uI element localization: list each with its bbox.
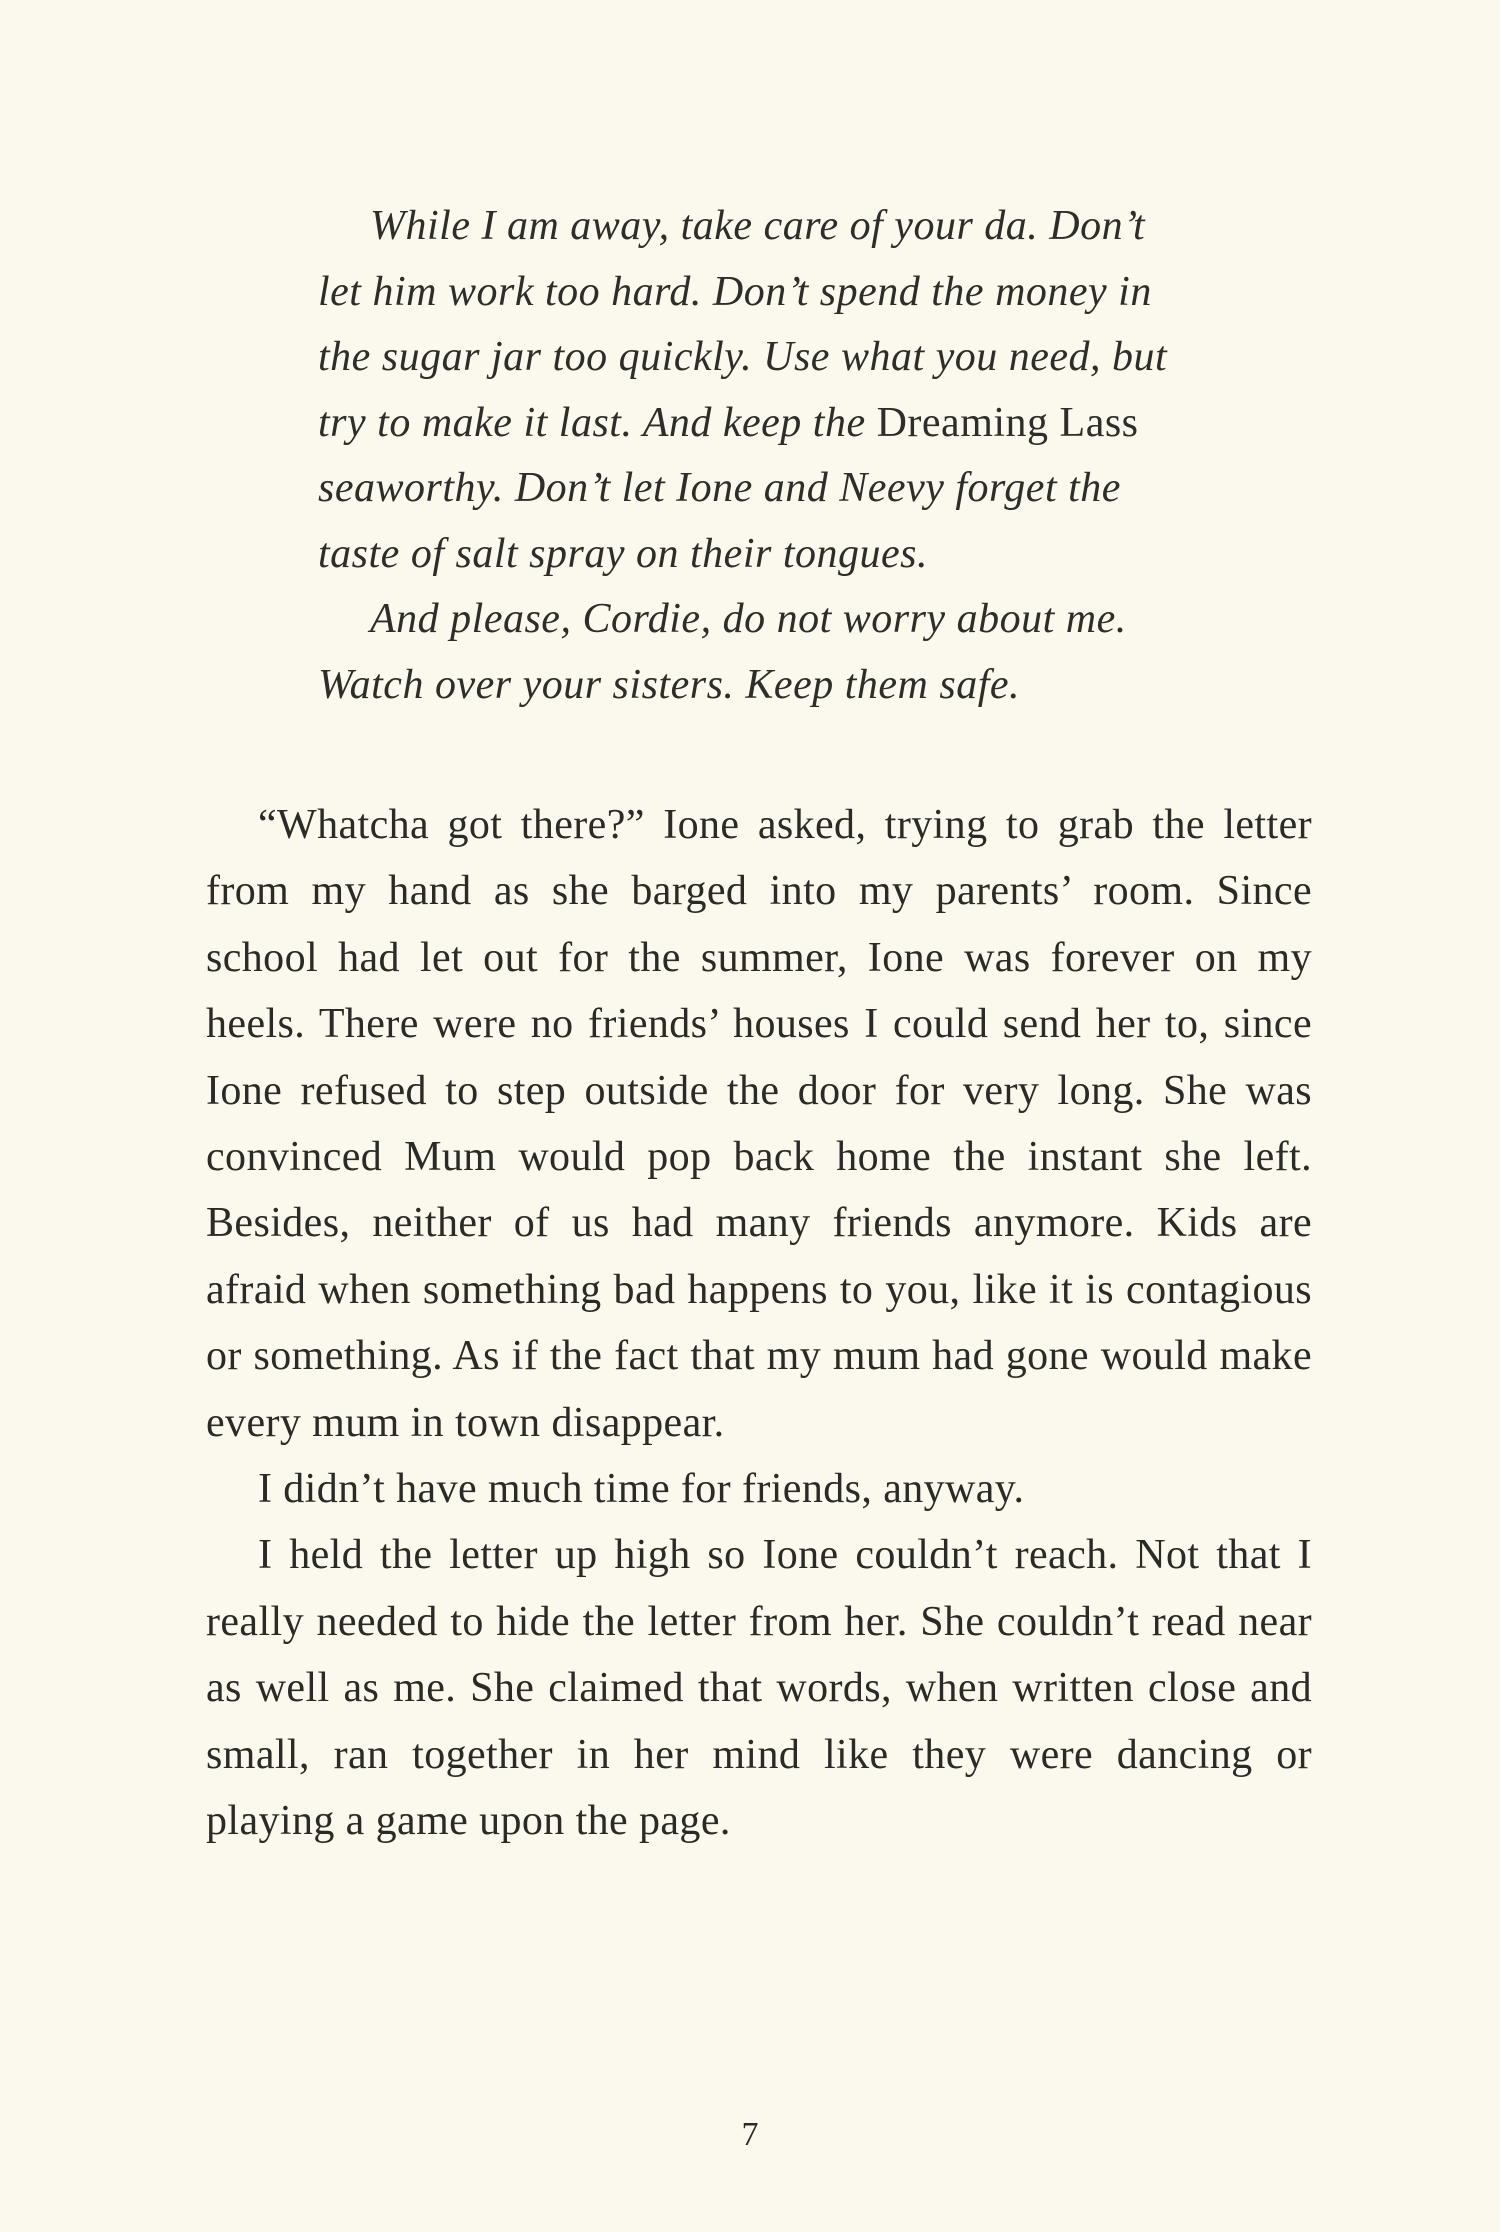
boat-name: Dreaming Lass	[876, 399, 1139, 446]
letter-paragraph-1	[318, 194, 1198, 587]
narrative-text	[206, 792, 1312, 1855]
letter-paragraph-2: And please, Cordie, do not worry about me. Watch over your sisters. Keep them safe.	[318, 596, 1127, 708]
narrative-paragraph-3: I held the letter up high so Ione couldn’t reach. Not that I really needed to hide the letter from her. She couldn’t read near as well as me. She claimed that words, when written close and small, ran together in her mind like they were dancing or playing a game upon the page.	[206, 1532, 1312, 1845]
narrative-paragraph-2: I didn’t have much time for friends, anyway.	[258, 1466, 1025, 1513]
narrative-paragraph-1: “Whatcha got there?” Ione asked, trying to grab the letter from my hand as she barged into my parents’ room. Since school had let out for the summer, Ione was forever on my heels. There were no friends’ houses I could send her to, since Ione refused to step outside the door for very long. She was convinced Mum would pop back home the instant she left. Besides, neither of us had many friends anymore. Kids are afraid when something bad happens to you, like it is contagious or something. As if the fact that my mum had gone would make every mum in town disappear.	[206, 802, 1312, 1446]
letter-paragraph-1-text-b: seaworthy. Don’t let Ione and Neevy forget the taste of salt spray on their tongues.	[318, 465, 1121, 577]
page-number: 7	[741, 2116, 759, 2153]
letter-excerpt	[318, 194, 1198, 718]
letter-paragraph-1-text-a: While I am away, take care of your da. Don’t let him work too hard. Don’t spend the money in the sugar jar too quickly. Use what you need, but try to make it last. And keep the	[318, 203, 1168, 446]
